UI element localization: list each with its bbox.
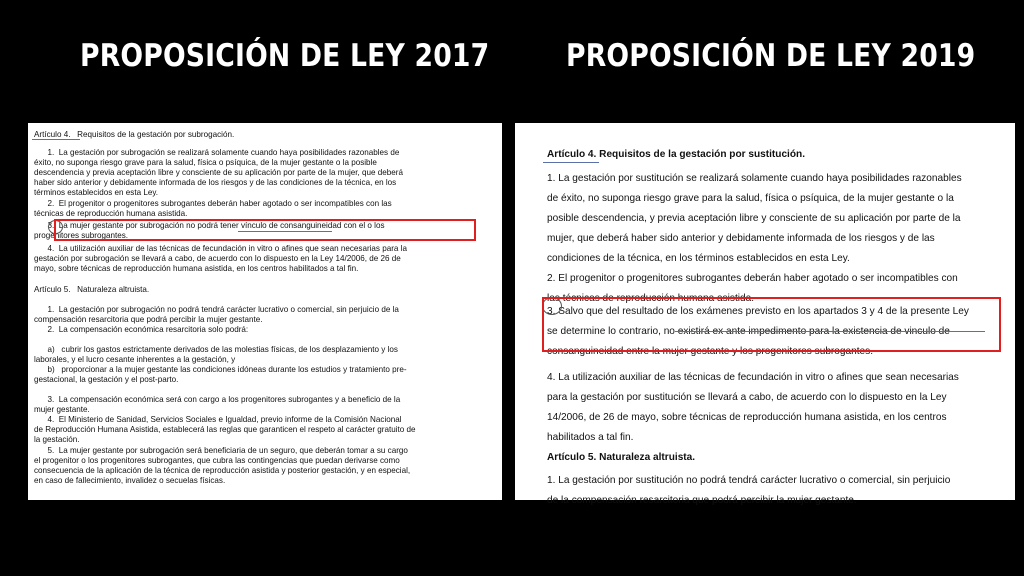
doc-2017-line: descendencia y previa aceptación libre y consciente de su aplicación por parte de la mujer, que deberá (34, 168, 403, 177)
doc-2017-line: 1. La gestación por subrogación no podrá tendrá carácter lucrativo o comercial, sin perjuicio de la (34, 305, 399, 314)
doc-2017-line: la gestación. (34, 435, 80, 444)
doc-2017-line: progenitores subrogantes. (34, 231, 129, 240)
doc-2017-line: a) cubrir los gastos estrictamente derivados de las molestias físicas, de los desplazamiento y los (34, 345, 398, 354)
doc-2017-line: haber sido anterior y debidamente informada de los riesgos y de las condiciones de la técnica, en los (34, 178, 397, 187)
doc-2019-line: las técnicas de reproducción humana asistida. (547, 293, 755, 304)
doc-2019-line: posible descendencia, y previa aceptación libre y consciente de su aplicación por parte de la (547, 213, 961, 224)
doc-2017-line: mujer gestante. (34, 405, 90, 414)
doc-2017-line: Artículo 4. Requisitos de la gestación por subrogación. (34, 130, 235, 139)
document-2017 (28, 123, 502, 500)
doc-2019-line: consanguineidad entre la mujer gestante y los progenitores subrogantes. (547, 346, 874, 357)
doc-2019-line: de la compensación resarcitoria que podrá percibir la mujer gestante. (547, 495, 857, 506)
doc-2017-line: 2. El progenitor o progenitores subrogantes deberán haber agotado o ser incompatibles con las (34, 199, 392, 208)
heading-2017: PROPOSICIÓN DE LEY 2017 (80, 38, 490, 74)
document-2019 (515, 123, 1015, 506)
doc-2019-line: mujer, que deberá haber sido anterior y debidamente informada de los riesgos y de las (547, 233, 935, 244)
doc-2019-line: Artículo 5. Naturaleza altruista. (547, 452, 696, 463)
doc-2019-line: habilitados a tal fin. (547, 432, 634, 443)
ink-underline-article (543, 162, 599, 163)
doc-2017-line: en caso de fallecimiento, invalidez o secuelas físicas. (34, 476, 226, 485)
doc-2019-line: condiciones de la técnica, en los términos establecidos en esta Ley. (547, 253, 850, 264)
ink-underline-article (32, 139, 80, 140)
doc-2017-line: gestación por subrogación se llevará a cabo, de acuerdo con lo dispuesto en la Ley 14/2006, de 26 de (34, 254, 401, 263)
doc-2019-line: 1. La gestación por sustitución no podrá tendrá carácter lucrativo o comercial, sin perjuicio (547, 475, 951, 486)
doc-2017-line: 4. La utilización auxiliar de las técnicas de fecundación in vitro o afines que sean necesarias para la (34, 244, 407, 253)
doc-2017-line: gestacional, la gestación y el post-parto. (34, 375, 179, 384)
doc-2019-line: se determine lo contrario, no existirá ex ante impedimento para la existencia de vinculo de (547, 326, 950, 337)
doc-2017-line: el progenitor o los progenitores subrogantes, que cubra las contingencias que puedan derivarse como (34, 456, 400, 465)
doc-2017-line: términos establecidos en esta Ley. (34, 188, 159, 197)
highlight-box-2019 (542, 297, 1001, 352)
doc-2017-line: 4. El Ministerio de Sanidad, Servicios Sociales e Igualdad, previo informe de la Comisión Nacional (34, 415, 402, 424)
doc-2019-line: 3. Salvo que del resultado de los exámenes previsto en los apartados 3 y 4 de la presente Ley (547, 306, 969, 317)
highlight-box-2017 (54, 219, 476, 241)
doc-2019-line: 4. La utilización auxiliar de las técnicas de fecundación in vitro o afines que sean necesarias (547, 372, 959, 383)
doc-2019-line: Artículo 4. Requisitos de la gestación por sustitución. (547, 149, 805, 160)
doc-2019-line: de éxito, no suponga riesgo grave para la salud, física o psíquica, de la mujer gestante o la (547, 193, 954, 204)
doc-2017-line: compensación resarcitoria que podrá percibir la mujer gestante. (34, 315, 263, 324)
doc-2017-line: laborales, y el lucro cesante inherentes a la gestación, y (34, 355, 236, 364)
doc-2017-line: Artículo 5. Naturaleza altruista. (34, 285, 150, 294)
doc-2017-line: de Reproducción Humana Asistida, establecerá las reglas que garanticen el respeto al carácter gratuito de (34, 425, 416, 434)
doc-2017-line: 1. La gestación por subrogación se realizará solamente cuando haya posibilidades razonables de (34, 148, 400, 157)
doc-2019-line: 1. La gestación por sustitución se realizará solamente cuando haya posibilidades razonables (547, 173, 962, 184)
doc-2019-line: 2. El progenitor o progenitores subrogantes deberán haber agotado o ser incompatibles con (547, 273, 958, 284)
doc-2017-line: mayo, sobre técnicas de reproducción humana asistida, en los centros habilitados a tal fin. (34, 264, 359, 273)
doc-2017-line: 5. La mujer gestante por subrogación será beneficiaria de un seguro, que deberán tomar a su cargo (34, 446, 408, 455)
doc-2017-line: 3. La compensación económica será con cargo a los progenitores subrogantes y a beneficio de la (34, 395, 401, 404)
doc-2017-line: b) proporcionar a la mujer gestante las condiciones idóneas durante los estudios y tratamiento pre- (34, 365, 407, 374)
doc-2019-line: 14/2006, de 26 de mayo, sobre técnicas de reproducción humana asistida, en los centros (547, 412, 947, 423)
doc-2017-line: consecuencia de la aplicación de la técnica de reproducción asistida y posterior gestación, y en especial, (34, 466, 411, 475)
doc-2017-line: éxito, no suponga riesgo grave para la salud, física o psíquica, de la mujer gestante o la posible (34, 158, 377, 167)
doc-2017-line: técnicas de reproducción humana asistida. (34, 209, 188, 218)
doc-2019-line: para la gestación por sustitución se llevará a cabo, de acuerdo con lo dispuesto en la Ley (547, 392, 947, 403)
doc-2017-line: 2. La compensación económica resarcitoria solo podrá: (34, 325, 249, 334)
doc-2017-line: 3. La mujer gestante por subrogación no podrá tener vínculo de consanguineidad con el o los (34, 221, 385, 230)
heading-2019: PROPOSICIÓN DE LEY 2019 (566, 38, 976, 74)
